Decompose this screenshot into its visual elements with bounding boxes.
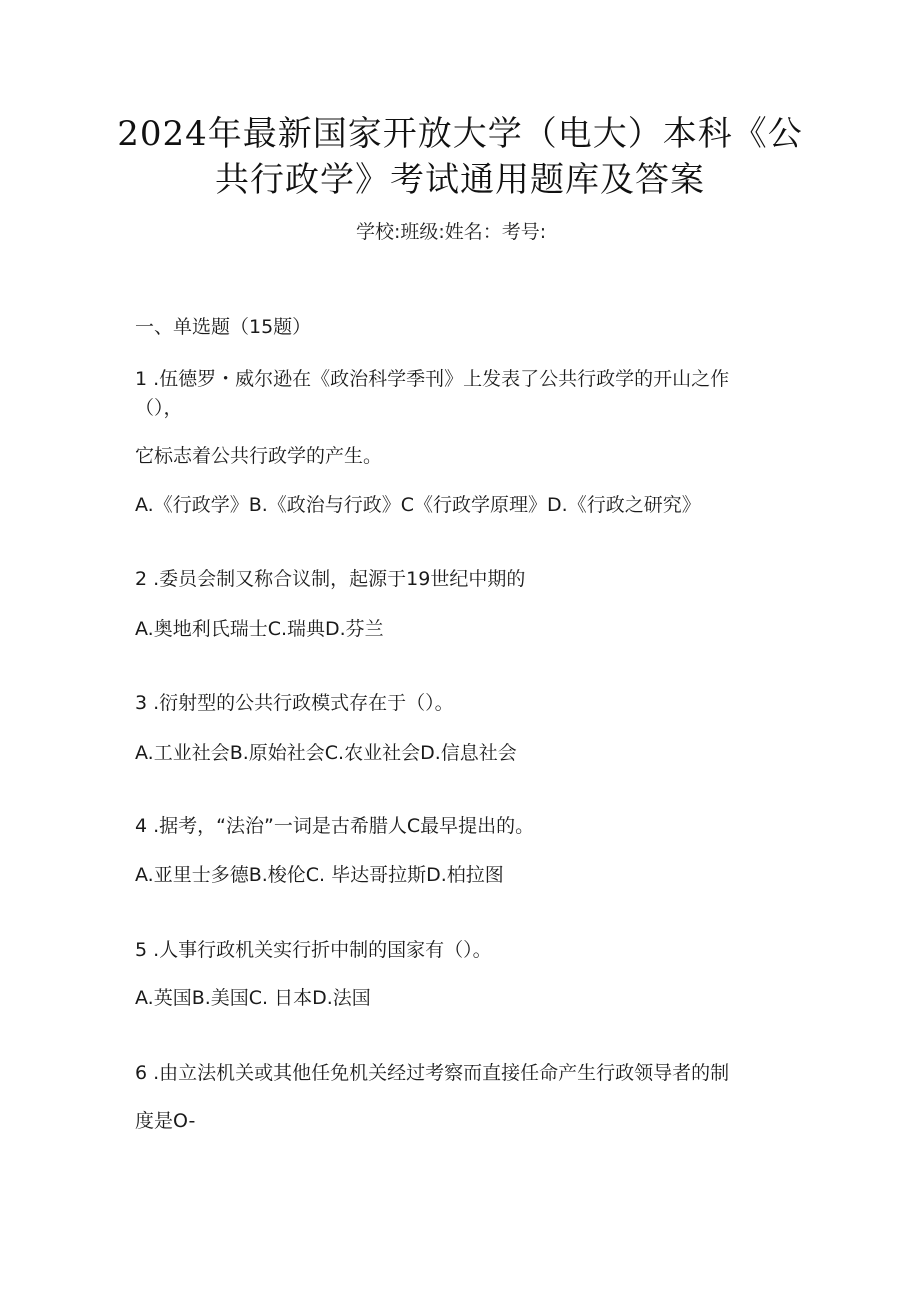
- question-1-stem-line-3: 它标志着公共行政学的产生。: [135, 445, 383, 467]
- question-4-options: A.亚里士多德B.梭伦C. 毕达哥拉斯D.柏拉图: [135, 864, 504, 886]
- document-title-line-2: 共行政学》考试通用题库及答案: [215, 160, 705, 200]
- question-6-stem-line-1: 6 .由立法机关或其他任免机关经过考察而直接任命产生行政领导者的制: [135, 1062, 730, 1084]
- question-3-stem: 3 .衍射型的公共行政模式存在于（）。: [135, 692, 454, 714]
- question-3-options: A.工业社会B.原始社会C.农业社会D.信息社会: [135, 742, 517, 764]
- question-5-stem: 5 .人事行政机关实行折中制的国家有（）。: [135, 939, 492, 961]
- question-1-options: A.《行政学》B.《政治与行政》C《行政学原理》D.《行政之研究》: [135, 494, 701, 516]
- student-info-line: 学校:班级:姓名：考号:: [356, 221, 547, 243]
- section-heading: 一、单选题（15题）: [135, 316, 312, 338]
- question-4-stem: 4 .据考，“法治”一词是古希腊人C最早提出的。: [135, 815, 535, 837]
- question-5-options: A.英国B.美国C. 日本D.法国: [135, 987, 371, 1009]
- question-2-stem: 2 .委员会制又称合议制，起源于19世纪中期的: [135, 568, 526, 590]
- question-1-stem-line-2: （），: [135, 397, 183, 419]
- question-1-stem-line-1: 1 .伍德罗・威尔逊在《政治科学季刊》上发表了公共行政学的开山之作: [135, 368, 730, 390]
- question-6-stem-line-2: 度是O-: [135, 1110, 196, 1132]
- question-2-options: A.奥地利氏瑞士C.瑞典D.芬兰: [135, 618, 384, 640]
- document-title-line-1: 2024年最新国家开放大学（电大）本科《公: [117, 114, 803, 154]
